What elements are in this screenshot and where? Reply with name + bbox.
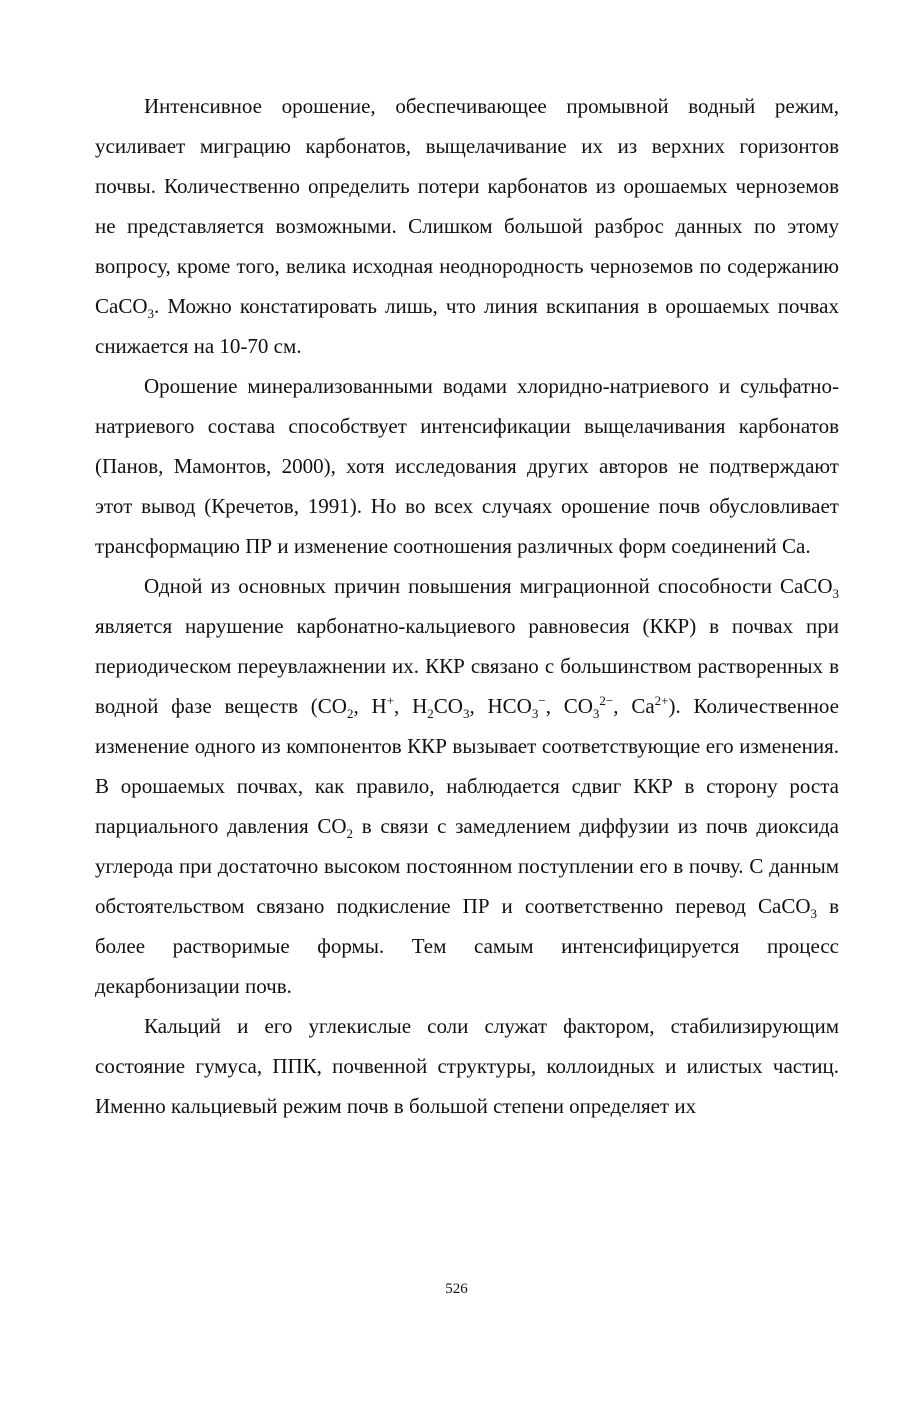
paragraph-4 — [95, 1006, 839, 1126]
text-run: , Н — [353, 694, 387, 718]
subscript: 3 — [810, 906, 818, 922]
text-run: , НСО — [469, 694, 532, 718]
text-run: , Са — [613, 694, 655, 718]
text-run: Кальций и его углекислые соли служат фактором, стабилизирующим состояние гумуса, ППК, почвенной структуры, коллоидных и илистых частиц. Именно кальциевый режим почв в большой степени определяет их — [95, 1014, 839, 1118]
paragraph-3 — [95, 566, 839, 1006]
text-run: в связи с замедлением диффузии из почв диоксида углерода при достаточно высоком постоянном поступлении его в почву. С данным обстоятельством связано подкисление ПР и соответственно перевод СаСО — [95, 814, 840, 918]
subscript: 3 — [832, 586, 839, 602]
subscript: 2 — [346, 706, 354, 722]
text-run: СО — [433, 694, 463, 718]
superscript: 2+ — [654, 693, 669, 708]
superscript: + — [386, 693, 395, 708]
text-run: Интенсивное орошение, обеспечивающее промывной водный режим, усиливает миграцию карбонатов, выщелачивание их из верхних горизонтов почвы. Количественно определить потери карбонатов из орошаемых черноземов не представляется возможными. Слишком большой разброс данных по этому вопросу, кроме того, велика исходная неоднородность черноземов по содержанию СаСО — [95, 94, 839, 318]
subscript: 3 — [147, 306, 154, 322]
text-run: Орошение минерализованными водами хлоридно-натриевого и сульфатно-натриевого состава способствует интенсификации выщелачивания карбонатов (Панов, Мамонтов, 2000), хотя исследования других авторов не подтверждают этот вывод (Кречетов, 1991). Но во всех случаях орошение почв обусловливает трансформацию ПР и изменение соотношения различных форм соединений Са. — [95, 374, 839, 558]
document-body — [95, 86, 839, 1126]
subscript: 3 — [531, 706, 539, 722]
page-number: 526 — [445, 1281, 468, 1297]
text-run: , Н — [394, 694, 428, 718]
paragraph-2 — [95, 366, 839, 566]
superscript: − — [538, 693, 546, 708]
text-run: , СО — [545, 694, 593, 718]
subscript: 3 — [592, 706, 600, 722]
text-run: ). Количественное изменение одного из компонентов ККР вызывает соответствующие его изменения. В орошаемых почвах, как правило, наблюдается сдвиг ККР в сторону роста парциального давления СО — [95, 694, 839, 838]
subscript: 2 — [346, 826, 354, 842]
superscript: 2− — [599, 693, 614, 708]
text-run: в более растворимые формы. Тем самым интенсифицируется процесс декарбонизации почв. — [95, 894, 839, 998]
text-run: является нарушение карбонатно-кальциевого равновесия (ККР) в почвах при периодическом переувлажнении их. ККР связано с большинством растворенных в водной фазе веществ (СО — [95, 614, 839, 718]
subscript: 3 — [462, 706, 470, 722]
text-run: Одной из основных причин повышения миграционной способности СаСО — [144, 574, 833, 598]
subscript: 2 — [427, 706, 434, 722]
text-run: . Можно констатировать лишь, что линия вскипания в орошаемых почвах снижается на 10-70 см. — [95, 294, 839, 358]
paragraph-1 — [95, 86, 839, 366]
